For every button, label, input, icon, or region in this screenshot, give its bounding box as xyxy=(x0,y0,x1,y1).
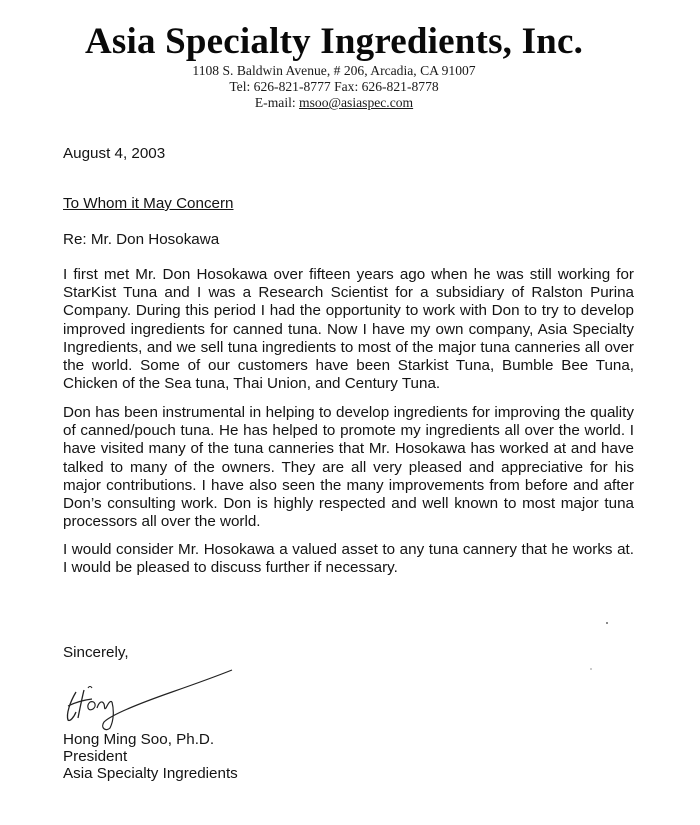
salutation: To Whom it May Concern xyxy=(63,195,234,212)
paragraph-2: Don has been instrumental in helping to develop ingredients for improving the quality of canned/pouch tuna. He has helped to promote my ingredients all over the world. I have visited many of the tuna canneries that Mr. Hosokawa has worked at and have talked to many of the owners. They are all very pleased and appreciative for his major contributions. I have also seen the many improvements from before and after Don’s consulting work. Don is highly respected and well known to most major tuna processors all over the world. xyxy=(63,404,634,531)
company-phone-fax: Tel: 626-821-8777 Fax: 626-821-8778 xyxy=(229,79,439,94)
email-link[interactable]: msoo@asiaspec.com xyxy=(299,95,414,110)
letter-date: August 4, 2003 xyxy=(63,145,166,162)
signer-company: Asia Specialty Ingredients xyxy=(63,765,238,782)
handwritten-signature xyxy=(62,662,242,732)
email-label: E-mail: xyxy=(254,95,300,110)
scan-speck xyxy=(606,622,608,624)
company-email-line xyxy=(0,95,668,111)
company-name: Asia Specialty Ingredients, Inc. xyxy=(84,21,584,62)
company-address: 1108 S. Baldwin Avenue, # 206, Arcadia, CA 91007 xyxy=(192,63,476,78)
scan-speck xyxy=(590,668,592,670)
subject-line: Re: Mr. Don Hosokawa xyxy=(63,231,220,248)
paragraph-1: I first met Mr. Don Hosokawa over fifteen years ago when he was still working for StarKist Tuna and I was a Research Scientist for a subsidiary of Ralston Purina Company. During this period I had the opportunity to work with Don to try to develop improved ingredients for canned tuna. Now I have my own company, Asia Specialty Ingredients, and we sell tuna ingredients to most of the major tuna canneries all over the world. Some of our customers have been Starkist Tuna, Bumble Bee Tuna, Chicken of the Sea tuna, Thai Union, and Century Tuna. xyxy=(63,266,634,393)
closing: Sincerely, xyxy=(63,644,129,661)
signer-name: Hong Ming Soo, Ph.D. xyxy=(63,731,215,748)
signer-title: President xyxy=(63,748,128,765)
paragraph-3: I would consider Mr. Hosokawa a valued asset to any tuna cannery that he works at. I would be pleased to discuss further if necessary. xyxy=(63,541,634,577)
